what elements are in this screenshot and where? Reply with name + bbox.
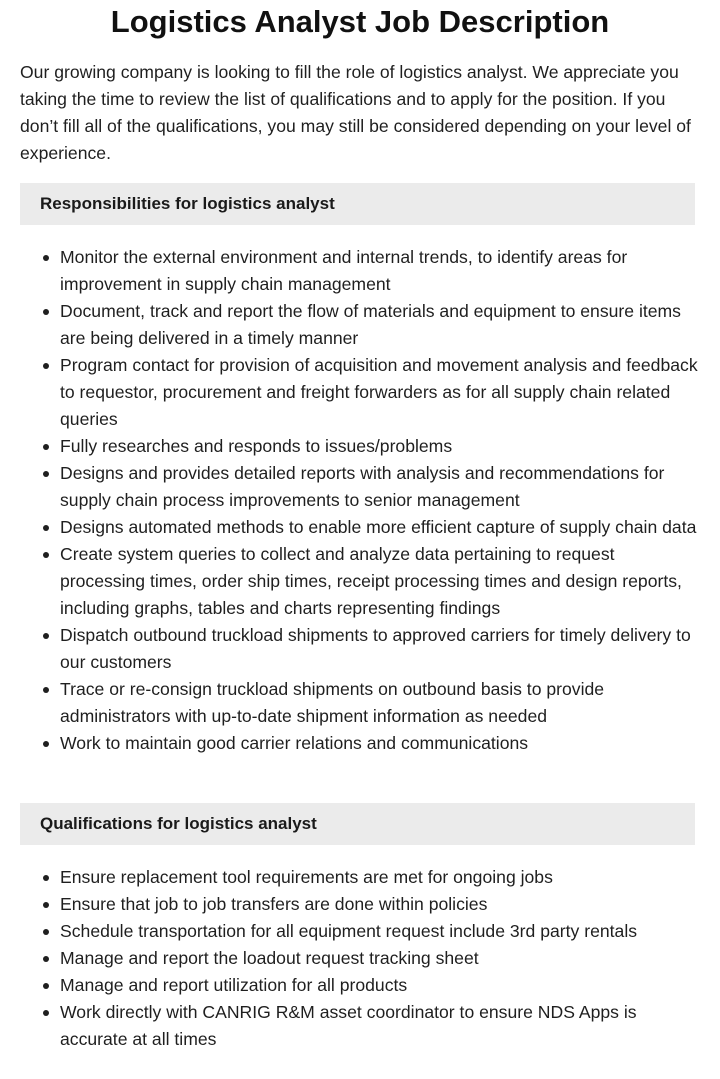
list-item-text: Dispatch outbound truckload shipments to approved carriers for timely delivery to our customers <box>60 625 691 672</box>
bullet-icon <box>43 633 49 639</box>
bullet-icon <box>43 983 49 989</box>
list-item <box>60 244 700 298</box>
list-item-text: Ensure replacement tool requirements are met for ongoing jobs <box>60 867 553 887</box>
list-item-text: Work directly with CANRIG R&M asset coordinator to ensure NDS Apps is accurate at all times <box>60 1002 637 1049</box>
list-item-text: Designs and provides detailed reports with analysis and recommendations for supply chain process improvements to senior management <box>60 463 665 510</box>
intro-paragraph: Our growing company is looking to fill the role of logistics analyst. We appreciate you taking the time to review the list of qualifications and to apply for the position. If you don’t fill all of the qualifications, you may still be considered depending on your level of experience. <box>20 62 691 163</box>
bullet-icon <box>43 1010 49 1016</box>
bullet-icon <box>43 875 49 881</box>
list-item <box>60 945 700 972</box>
bullet-icon <box>43 552 49 558</box>
list-item-text: Ensure that job to job transfers are done within policies <box>60 894 488 914</box>
list-item <box>60 730 700 757</box>
list-item <box>60 460 700 514</box>
list-item-text: Fully researches and responds to issues/problems <box>60 436 453 456</box>
list-item <box>60 514 700 541</box>
list-item-text: Document, track and report the flow of materials and equipment to ensure items are being delivered in a timely manner <box>60 301 681 348</box>
list-item <box>60 999 700 1053</box>
bullet-icon <box>43 741 49 747</box>
list-item-text: Designs automated methods to enable more efficient capture of supply chain data <box>60 517 697 537</box>
page-title: Logistics Analyst Job Description <box>110 4 610 39</box>
list-item-text: Manage and report the loadout request tracking sheet <box>60 948 479 968</box>
list-item-text: Monitor the external environment and internal trends, to identify areas for improvement in supply chain management <box>60 247 628 294</box>
bullet-icon <box>43 363 49 369</box>
bullet-icon <box>43 525 49 531</box>
list-item-text: Manage and report utilization for all products <box>60 975 408 995</box>
list-item <box>60 972 700 999</box>
list-item-text: Create system queries to collect and analyze data pertaining to request processing times, order ship times, receipt processing times and design reports, including graphs, tables and charts representing findings <box>60 544 682 618</box>
list-item-text: Schedule transportation for all equipment request include 3rd party rentals <box>60 921 638 941</box>
bullet-icon <box>43 687 49 693</box>
list-item-text: Program contact for provision of acquisition and movement analysis and feedback to requestor, procurement and freight forwarders as for all supply chain related queries <box>60 355 698 429</box>
bullet-icon <box>43 444 49 450</box>
list-item-text: Trace or re-consign truckload shipments on outbound basis to provide administrators with up-to-date shipment information as needed <box>60 679 605 726</box>
bullet-icon <box>43 929 49 935</box>
bullet-icon <box>43 956 49 962</box>
bullet-icon <box>43 255 49 261</box>
bullet-icon <box>43 902 49 908</box>
qualifications-heading: Qualifications for logistics analyst <box>20 803 695 845</box>
list-item <box>60 676 700 730</box>
list-item <box>60 433 700 460</box>
bullet-icon <box>43 471 49 477</box>
bullet-icon <box>43 309 49 315</box>
list-item <box>60 298 700 352</box>
responsibilities-list <box>20 244 700 757</box>
list-item <box>60 918 700 945</box>
list-item-text: Work to maintain good carrier relations and communications <box>60 733 529 753</box>
responsibilities-heading: Responsibilities for logistics analyst <box>20 183 695 225</box>
qualifications-list <box>20 864 700 1053</box>
list-item <box>60 622 700 676</box>
list-item <box>60 541 700 622</box>
list-item <box>60 891 700 918</box>
list-item <box>60 864 700 891</box>
list-item <box>60 352 700 433</box>
